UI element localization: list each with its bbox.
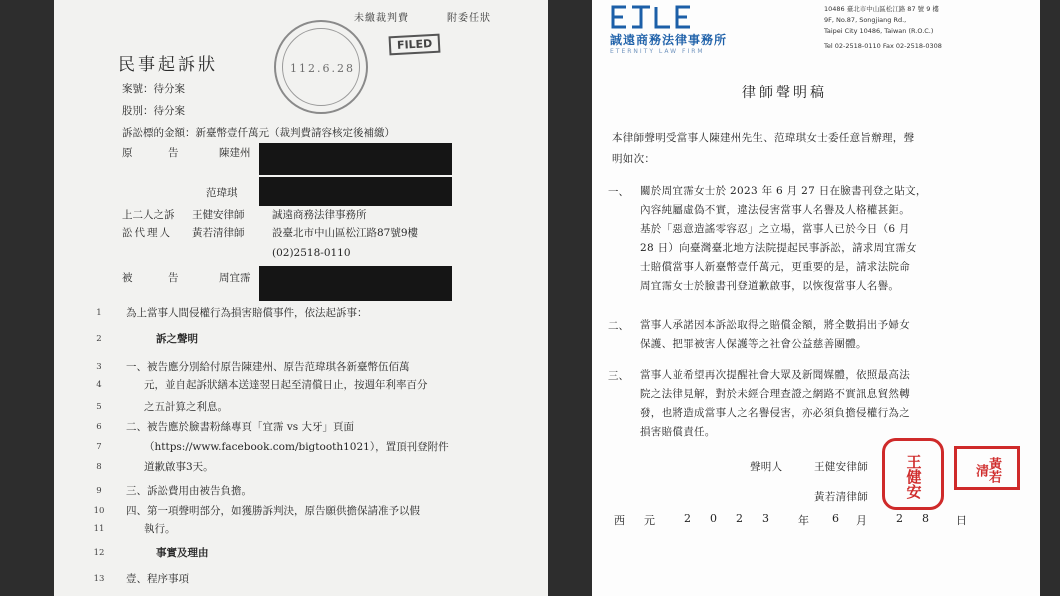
complaint-line: 一、被告應分別給付原告陳建州、原告范瑋琪各新臺幣伍佰萬 [126, 361, 410, 373]
case-number: 案號：待分案 [122, 83, 185, 95]
line-number: 6 [96, 422, 102, 432]
statement-intro: 本律師聲明受當事人陳建州先生、范瑋琪女士委任意旨辦理，聲 [612, 132, 915, 144]
redaction-bar [259, 177, 452, 206]
line-number: 13 [93, 574, 105, 584]
complaint-line: 執行。 [144, 523, 176, 535]
complaint-line: （https://www.facebook.com/bigtooth1021），置頂刊登附件 [144, 441, 449, 453]
defendant-role: 被 告 [122, 272, 180, 284]
complaint-line: 三、訴訟費用由被告負擔。 [126, 485, 252, 497]
statement-title: 律師聲明稿 [742, 85, 827, 101]
signer-1: 王健安律師 [814, 461, 868, 473]
firm-name: 誠遠商務法律事務所 [272, 209, 367, 221]
firm-address-line: 9F, No.87, Songjiang Rd., [824, 16, 907, 24]
item-line: 28 日）向臺灣臺北地方法院提起民事訴訟，請求周宜霈女 [640, 242, 917, 254]
line-number: 4 [96, 380, 102, 390]
date-char: 月 [856, 514, 867, 527]
redaction-bar [259, 266, 452, 301]
item-line: 保護、把罪被害人保護等之社會公益慈善團體。 [640, 338, 867, 350]
date-char: 年 [798, 514, 809, 527]
complaint-page [54, 0, 548, 596]
seal-stamp [882, 438, 944, 510]
line-number: 1 [96, 308, 102, 318]
seal-1-text: 王健安 [904, 453, 923, 499]
item-number: 三、 [608, 370, 629, 382]
date-char: 0 [710, 512, 717, 525]
complaint-line: 事實及理由 [156, 547, 209, 559]
date-char: 8 [922, 512, 929, 525]
complaint-line: 壹、程序事項 [126, 573, 189, 585]
header-note-fee: 未繳裁判費 [354, 13, 409, 24]
firm-phone: (02)2518-0110 [272, 247, 351, 259]
firm-name-zh: 誠遠商務法律事務所 [610, 33, 728, 47]
agent-2: 黃若清律師 [192, 227, 245, 239]
plaintiff2-name: 范瑋琪 [206, 187, 238, 199]
date-char: 日 [956, 514, 967, 527]
eternity-logo-mark [610, 4, 706, 30]
date-char: 2 [736, 512, 743, 525]
firm-address: 設臺北市中山區松江路87號9樓 [272, 227, 419, 239]
item-line: 基於「惡意造謠零容忍」之立場，當事人已於今日（6 月 [640, 223, 910, 235]
line-number: 2 [96, 334, 102, 344]
item-number: 一、 [608, 186, 629, 198]
line-number: 11 [93, 524, 105, 534]
item-line: 內容純屬虛偽不實，違法侵害當事人名譽及人格權甚鉅。 [640, 204, 910, 216]
item-line: 損害賠償責任。 [640, 426, 716, 438]
complaint-title: 民事起訴狀 [118, 55, 218, 75]
date-char: 2 [896, 512, 903, 525]
firm-address-line: 10486 臺北市中山區松江路 87 號 9 樓 [824, 5, 939, 13]
agent-1: 王健安律師 [192, 209, 245, 221]
claim-amount: 訴訟標的金額：新臺幣壹仟萬元（裁判費請容核定後補繳） [122, 127, 395, 139]
division: 股別：待分案 [122, 105, 185, 117]
item-line: 周宜霈女士於臉書刊登道歉啟事，以恢復當事人名譽。 [640, 280, 900, 292]
seal-stamp [954, 446, 1020, 490]
defendant-name: 周宜霈 [219, 272, 251, 284]
item-line: 當事人並希望再次提醒社會大眾及新聞媒體，依照最高法 [640, 369, 910, 381]
line-number: 7 [96, 442, 102, 452]
filed-stamp: FILED [389, 34, 441, 56]
line-number: 10 [93, 506, 105, 516]
signer-label: 聲明人 [750, 461, 783, 473]
complaint-line: 四、第一項聲明部分，如獲勝訴判決，原告願供擔保請准予以假 [126, 505, 420, 517]
line-number: 5 [96, 402, 102, 412]
signer-2: 黃若清律師 [814, 491, 868, 503]
complaint-line: 道歉啟事3天。 [144, 461, 214, 473]
item-line: 士賠償當事人新臺幣壹仟萬元，更重要的是，請求法院命 [640, 261, 910, 273]
court-date-stamp [274, 20, 368, 114]
firm-contact-line: Tel 02-2518-0110 Fax 02-2518-0308 [824, 42, 942, 50]
statement-intro: 明如次： [612, 153, 656, 165]
redaction-bar [259, 143, 452, 175]
agent-label-2: 訟代理人 [122, 227, 172, 239]
complaint-line: 二、被告應於臉書粉絲專頁「宜霈 vs 大牙」頁面 [126, 421, 354, 433]
line-number: 12 [93, 548, 105, 558]
date-char: 3 [762, 512, 769, 525]
header-note-attorney: 附委任狀 [447, 13, 491, 24]
item-line: 發，也將造成當事人之名譽侵害，亦必須負擔侵權行為之 [640, 407, 910, 419]
item-number: 二、 [608, 320, 629, 332]
plaintiff-name: 陳建州 [219, 147, 251, 159]
firm-address-line: Taipei City 10486, Taiwan (R.O.C.) [824, 27, 934, 35]
complaint-line: 訴之聲明 [156, 333, 198, 345]
date-char: 6 [832, 512, 839, 525]
seal-2-text: 黃若清 [973, 457, 1001, 483]
statement-page [592, 0, 1040, 596]
line-number: 9 [96, 486, 102, 496]
complaint-line: 元，並自起訴狀繕本送達翌日起至清償日止，按週年利率百分 [144, 379, 428, 391]
agent-label-1: 上二人之訴 [122, 209, 175, 221]
date-char: 2 [684, 512, 691, 525]
stamp-date: 112.6.28 [290, 62, 355, 75]
firm-name-en: ETERNITY LAW FIRM [610, 48, 705, 55]
date-char: 西 [614, 514, 625, 527]
item-line: 關於周宜霈女士於 2023 年 6 月 27 日在臉書刊登之貼文， [640, 185, 927, 197]
complaint-line: 之五計算之利息。 [144, 401, 228, 413]
line-number: 3 [96, 362, 102, 372]
line-number: 8 [96, 462, 102, 472]
complaint-line: 為上當事人間侵權行為損害賠償事件，依法起訴事： [126, 307, 368, 319]
item-line: 當事人承諾因本訴訟取得之賠償金額，將全數捐出予婦女 [640, 319, 910, 331]
plaintiff-role: 原 告 [122, 147, 180, 159]
firm-logo [610, 4, 742, 55]
item-line: 院之法律見解，對於未經合理查證之網路不實訊息貿然轉 [640, 388, 910, 400]
date-char: 元 [644, 514, 655, 527]
